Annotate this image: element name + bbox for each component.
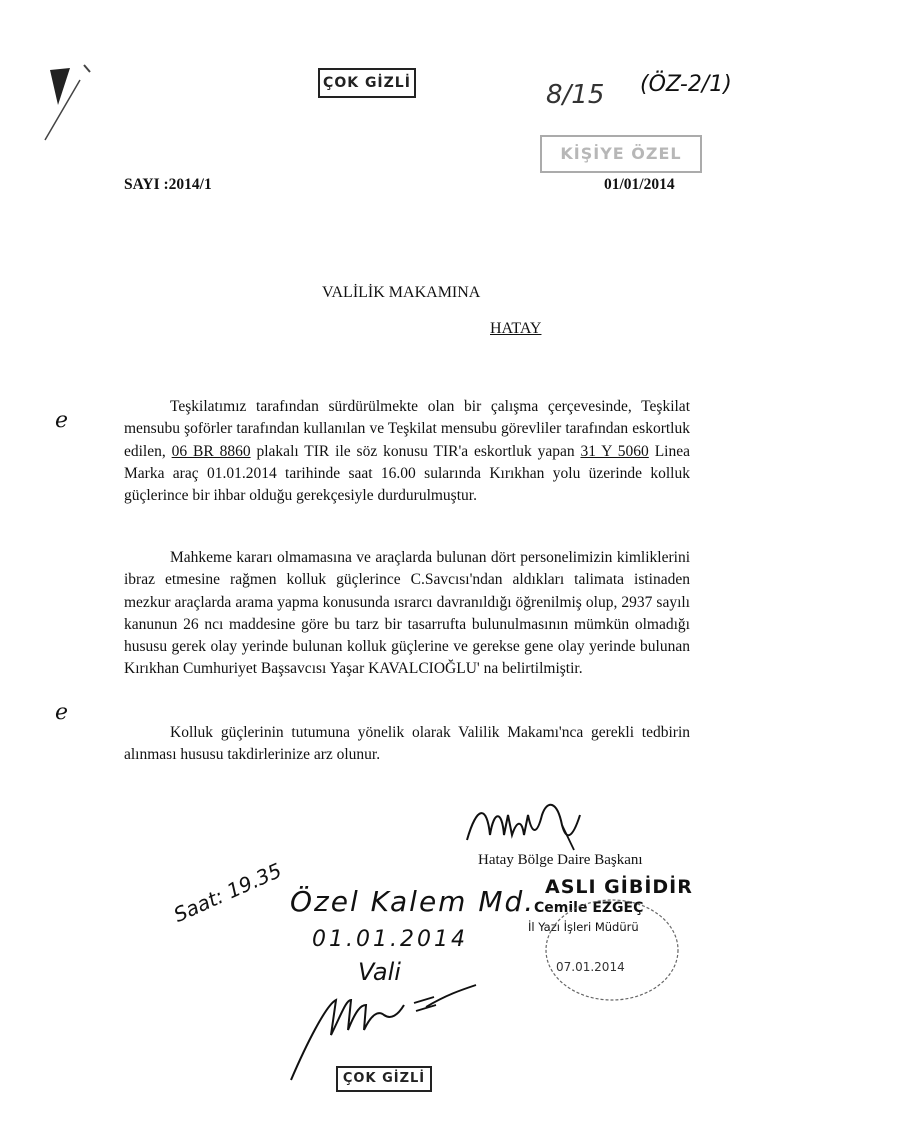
seal-date: 07.01.2014 (556, 960, 625, 974)
cok-gizli-stamp-bottom: ÇOK GİZLİ (336, 1066, 432, 1092)
paragraph-1-mid: plakalı TIR ile söz konusu TIR'a eskortluk yapan (250, 442, 581, 460)
handwritten-ozel-kalem: Özel Kalem Md. (290, 885, 536, 918)
margin-initial-1: ℯ (55, 408, 69, 433)
plate-1: 06 BR 8860 (171, 442, 251, 460)
plate-2: 31 Y 5060 (580, 442, 649, 460)
paragraph-1 (124, 396, 690, 507)
official-seal (540, 895, 680, 1005)
paragraph-3: Kolluk güçlerinin tutumuna yönelik olarak Valilik Makamı'nca gerekli tedbirin alınması hususu takdirlerinize arz olunur. (124, 724, 690, 764)
paragraph-2: Mahkeme kararı olmamasına ve araçlarda bulunan dört personelimizin kimliklerini ibraz etmesine rağmen kolluk güçlerince C.Savcısı'ndan aldıkları talimata istinaden mezkur araçlarda arama yapma konusunda ısrarcı davranıldığı öğrenilmiş olup, 2937 sayılı kanunun 26 ncı maddesine göre bu tarz bir tasarrufta bulunulmasının mümkün olmadığı hususu gerek olay yerinde bulunan kolluk güçlerine ve gerekse gene olay yerinde bulunan Kırıkhan Cumhuriyet Başsavcısı Yaşar KAVALCIOĞLU' na belirtilmiştir. (124, 549, 690, 678)
addressee-line2: HATAY (490, 320, 542, 337)
handwritten-vali: Vali (358, 958, 401, 986)
scan-mark-top-left (40, 60, 110, 150)
document-number: SAYI :2014/1 (124, 176, 212, 193)
handwritten-date: 01.01.2014 (312, 927, 468, 952)
addressee-line1: VALİLİK MAKAMINA (322, 284, 481, 301)
handwritten-ref: 8/15 (546, 80, 605, 110)
paragraph-1-pre: Teşkilatımız tarafından sürdürülmekte olan bir çalışma çerçevesinde, Teşkilat mensubu şoförler tarafından kullanılan ve Teşkilat mensubu görevliler tarafından eskortluk edilen, (124, 398, 690, 460)
cok-gizli-stamp-top: ÇOK GİZLİ (318, 68, 416, 98)
handwritten-saat: Saat: 19.35 (170, 858, 286, 927)
signature-title: Hatay Bölge Daire Başkanı (478, 852, 643, 868)
kisiye-ozel-stamp: KİŞİYE ÖZEL (540, 135, 702, 173)
document-date: 01/01/2014 (604, 176, 675, 193)
handwritten-code: (ÖZ-2/1) (640, 72, 732, 97)
asli-gibidir-stamp: ASLI GİBİDİR (545, 876, 693, 898)
certifier-name: Cemile EZGEÇ (534, 900, 644, 916)
signature-scribble (462, 795, 592, 855)
certifier-role: İl Yazı İşleri Müdürü (528, 920, 639, 934)
paragraph-1-post: Linea Marka araç 01.01.2014 tarihinde saat 16.00 sularında Kırıkhan yolu üzerinde kolluk güçlerince bir ihbar olduğu gerekçesiyle durdurulmuştur. (124, 442, 690, 505)
margin-initial-2: ℯ (55, 700, 69, 725)
